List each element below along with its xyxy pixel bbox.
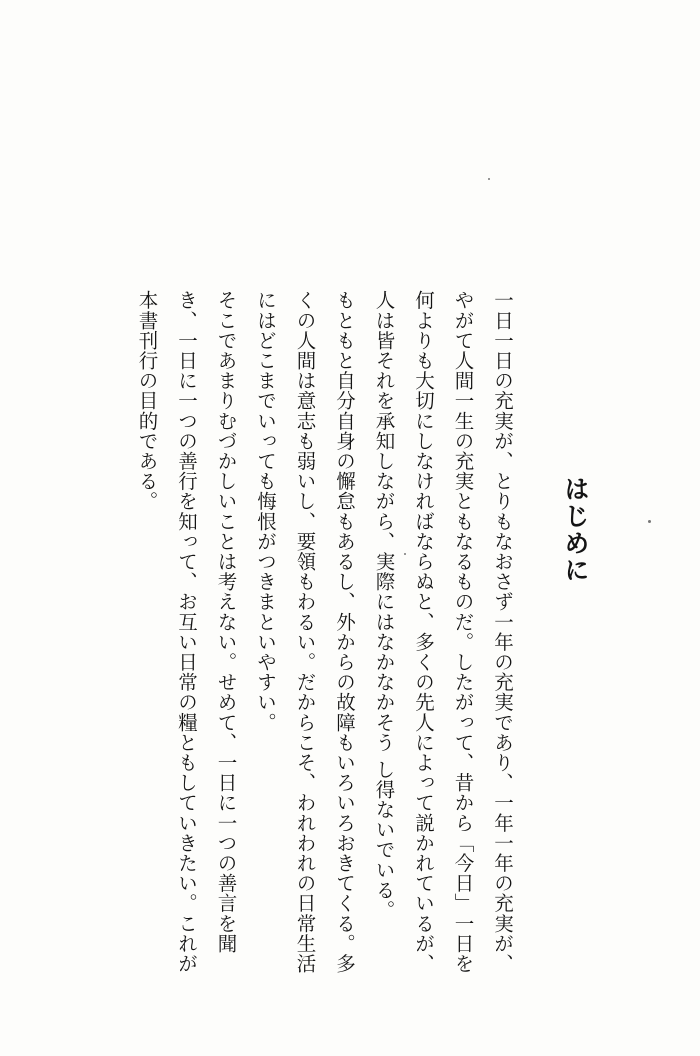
paragraph-2: もともと自分自身の懈怠もあるし、外からの故障もいろいろおきてくる。多くの人間は意志も弱いし、要領もわるい。だからこそ、われわれの日常生活にはどこまでいっても悔恨がつきまといやすい。 — [254, 290, 356, 974]
paper-speck — [488, 178, 490, 180]
page-heading: はじめに — [561, 476, 590, 584]
paper-speck — [404, 553, 406, 555]
preface-body — [135, 290, 522, 990]
paper-speck — [648, 520, 651, 523]
paragraph-3: そこであまりむづかしいことは考えない。せめて、一日に一つの善言を聞き、一日に一つの善行を知って、お互い日常の糧ともしていきたい。これが本書刊行の目的である。 — [135, 290, 238, 974]
paragraph-1: 一日一日の充実が、とりもなおさず一年の充実であり、一年一年の充実が、やがて人間一生の充実ともなるものだ。したがって、昔から「今日」一日を何よりも大切にしなければならぬと、多くの先人によって説かれているが、人は皆それを承知しながら、実際にはなかなかそう し得ないでいる。 — [372, 290, 514, 974]
